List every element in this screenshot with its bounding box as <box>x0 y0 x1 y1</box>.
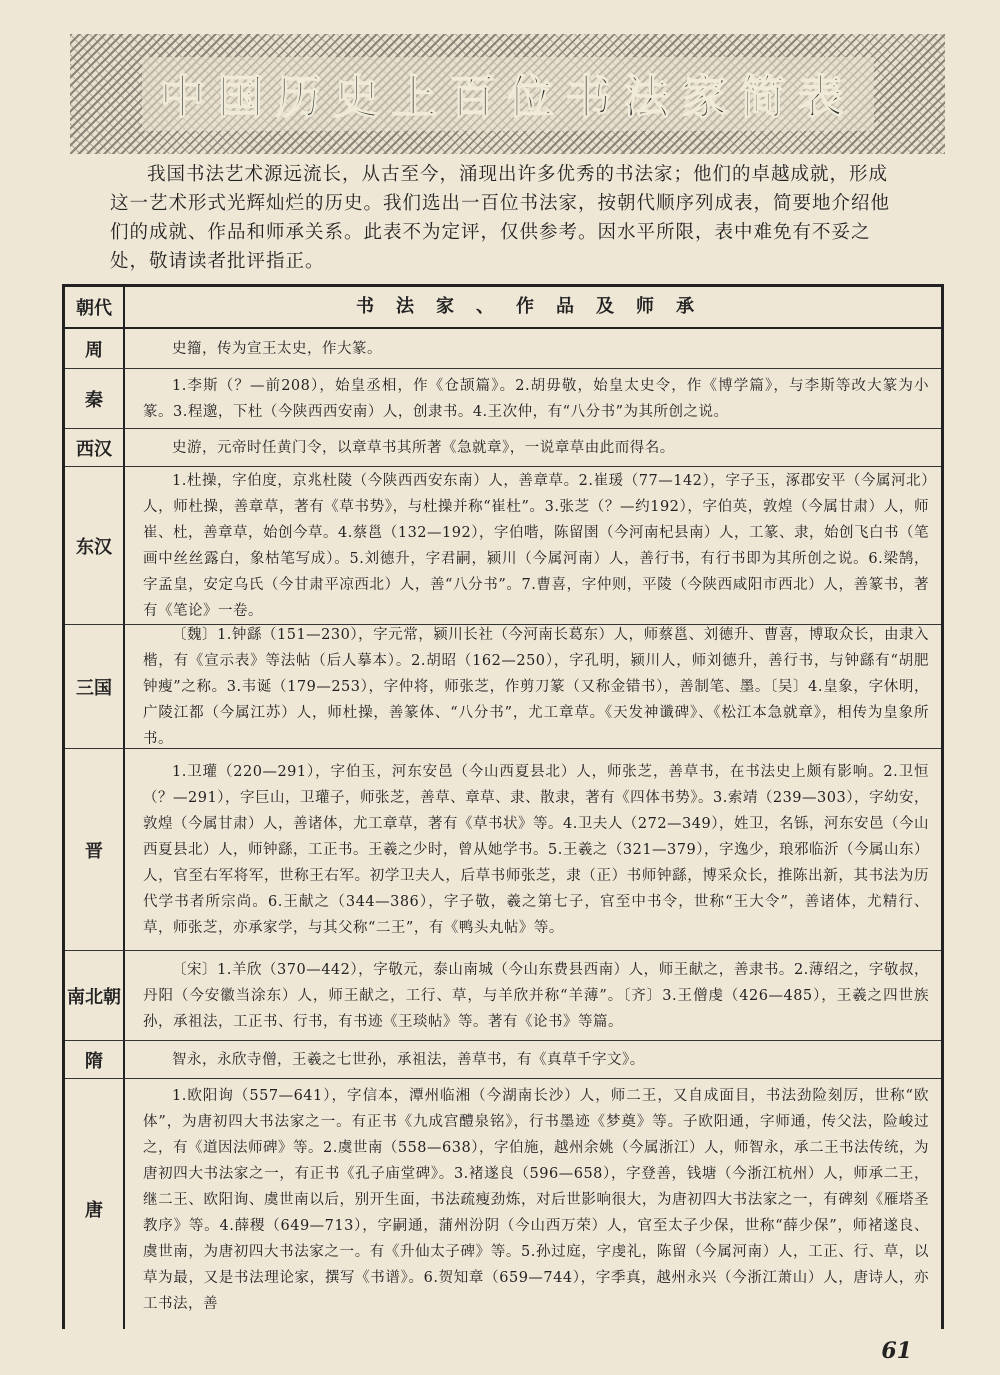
content-text: 1.杜操，字伯度，京兆杜陵（今陕西西安东南）人，善章草。2.崔瑗（77—142），字子玉，涿郡安平（今属河北）人，师杜操，善章草，著有《草书势》，与杜操并称“崔杜”。3.张芝（？—约192），字伯英，敦煌（今属甘肃）人，师崔、杜，善章草，始创今草。4.蔡邕（132—192），字伯喈，陈留圉（今河南杞县南）人，工篆、隶，始创飞白书（笔画中丝丝露白，象枯笔写成）。5.刘德升，字君嗣，颍川（今属河南）人，善行书，有行书即为其所创之说。6.梁鹄，字孟皇，安定乌氏（今甘肃平凉西北）人，善“八分书”。7.曹喜，字仲则，平陵（今陕西咸阳市西北）人，善篆书，著有《笔论》一卷。 <box>143 472 929 619</box>
table-row <box>65 625 941 749</box>
intro-paragraph <box>110 160 900 276</box>
table-row <box>65 369 941 429</box>
content-cell <box>125 369 941 428</box>
header-dynasty: 朝代 <box>65 287 125 327</box>
table-row <box>65 951 941 1041</box>
table-row <box>65 429 941 467</box>
dynasty-cell: 东汉 <box>65 467 125 624</box>
table-row <box>65 1041 941 1079</box>
table-row <box>65 749 941 951</box>
dynasty-cell: 秦 <box>65 369 125 428</box>
table-row <box>65 467 941 625</box>
header-content: 书法家、作品及师承 <box>356 296 716 317</box>
dynasty-cell: 隋 <box>65 1041 125 1078</box>
page-title: 中国历史上百位书法家简表 <box>142 57 874 131</box>
content-cell <box>125 625 941 748</box>
content-text: 智永，永欣寺僧，王羲之七世孙，承祖法，善草书，有《真草千字文》。 <box>172 1051 645 1068</box>
content-text: 1.卫瓘（220—291），字伯玉，河东安邑（今山西夏县北）人，师张芝，善草书，在书法史上颇有影响。2.卫恒（？—291），字巨山，卫瓘子，师张芝，善草、章草、隶、散隶，著有《四体书势》。3.索靖（239—303），字幼安，敦煌（今属甘肃）人，善诸体，尤工章草，著有《草书状》等。4.卫夫人（272—349），姓卫，名铄，河东安邑（今山西夏县北）人，师钟繇，工正书。王羲之少时，曾从她学书。5.王羲之（321—379），字逸少，琅邪临沂（今属山东）人，官至右军将军，世称王右军。初学卫夫人，后草书师张芝，隶（正）书师钟繇，博采众长，推陈出新，其书法为历代学书者所宗尚。6.王献之（344—386），字子敬，羲之第七子，官至中书令，世称“王大令”，善诸体，尤精行、草，师张芝，亦承家学，与其父称“二王”，有《鸭头丸帖》等。 <box>143 763 929 936</box>
content-cell <box>125 1079 941 1329</box>
table-row <box>65 329 941 369</box>
dynasty-cell: 南北朝 <box>65 951 125 1040</box>
content-cell <box>125 429 941 466</box>
table-row <box>65 1079 941 1329</box>
content-cell <box>125 749 941 950</box>
table-header-row <box>65 287 941 329</box>
content-cell <box>125 467 941 624</box>
content-cell <box>125 1041 941 1078</box>
content-text: 史籀，传为宣王太史，作大篆。 <box>172 340 382 357</box>
content-text: 1.李斯（？—前208），始皇丞相，作《仓颉篇》。2.胡毋敬，始皇太史令，作《博学篇》，与李斯等改大篆为小篆。3.程邈，下杜（今陕西西安南）人，创隶书。4.王次仲，有“八分书”为其所创之说。 <box>143 377 929 420</box>
dynasty-cell: 西汉 <box>65 429 125 466</box>
content-cell <box>125 951 941 1040</box>
content-text: 1.欧阳询（557—641），字信本，潭州临湘（今湖南长沙）人，师二王，又自成面目，书法劲险刻厉，世称“欧体”，为唐初四大书法家之一。有正书《九成宫醴泉铭》，行书墨迹《梦奠》等。子欧阳通，字师通，传父法，险峻过之，有《道因法师碑》等。2.虞世南（558—638），字伯施，越州余姚（今属浙江）人，师智永，承二王书法传统，为唐初四大书法家之一，有正书《孔子庙堂碑》。3.褚遂良（596—658），字登善，钱塘（今浙江杭州）人，师承二王，继二王、欧阳询、虞世南以后，别开生面，书法疏瘦劲炼，对后世影响很大，为唐初四大书法家之一，有碑刻《雁塔圣教序》等。4.薛稷（649—713），字嗣通，蒲州汾阴（今山西万荣）人，官至太子少保，世称“薛少保”，师褚遂良、虞世南，为唐初四大书法家之一。有《升仙太子碑》等。5.孙过庭，字虔礼，陈留（今属河南）人，工正、行、草，以草为最，又是书法理论家，撰写《书谱》。6.贺知章（659—744），字季真，越州永兴（今浙江萧山）人，唐诗人，亦工书法，善 <box>143 1088 929 1312</box>
calligrapher-table <box>62 284 944 1329</box>
content-cell <box>125 329 941 368</box>
dynasty-cell: 晋 <box>65 749 125 950</box>
dynasty-cell: 周 <box>65 329 125 368</box>
title-banner <box>70 34 945 154</box>
content-text: 〔宋〕1.羊欣（370—442），字敬元，泰山南城（今山东费县西南）人，师王献之，善隶书。2.薄绍之，字敬叔，丹阳（今安徽当涂东）人，师王献之，工行、草，与羊欣并称“羊薄”。〔齐〕3.王僧虔（426—485），王羲之四世族孙，承祖法，工正书、行书，有书迹《王琰帖》等。著有《论书》等篇。 <box>143 961 929 1030</box>
content-text: 史游，元帝时任黄门令，以章草书其所著《急就章》，一说章草由此而得名。 <box>172 439 675 456</box>
page-number: 61 <box>881 1338 912 1364</box>
dynasty-cell: 三国 <box>65 625 125 748</box>
content-text: 〔魏〕1.钟繇（151—230），字元常，颍川长社（今河南长葛东）人，师蔡邕、刘德升、曹喜，博取众长，由隶入楷，有《宣示表》等法帖（后人摹本）。2.胡昭（162—250），字孔明，颍川人，师刘德升，善行书，与钟繇有“胡肥钟瘦”之称。3.韦诞（179—253），字仲将，师张芝，作剪刀篆（又称金错书），善制笔、墨。〔吴〕4.皇象，字休明，广陵江都（今属江苏）人，师杜操，善篆体、“八分书”，尤工章草。《天发神谶碑》、《松江本急就章》，相传为皇象所书。 <box>143 626 929 747</box>
intro-text: 我国书法艺术源远流长，从古至今，涌现出许多优秀的书法家；他们的卓越成就，形成这一艺术形式光辉灿烂的历史。我们选出一百位书法家，按朝代顺序列成表，简要地介绍他们的成就、作品和师承关系。此表不为定评，仅供参考。因水平所限，表中难免有不妥之处，敬请读者批评指正。 <box>110 164 891 272</box>
dynasty-cell: 唐 <box>65 1079 125 1329</box>
